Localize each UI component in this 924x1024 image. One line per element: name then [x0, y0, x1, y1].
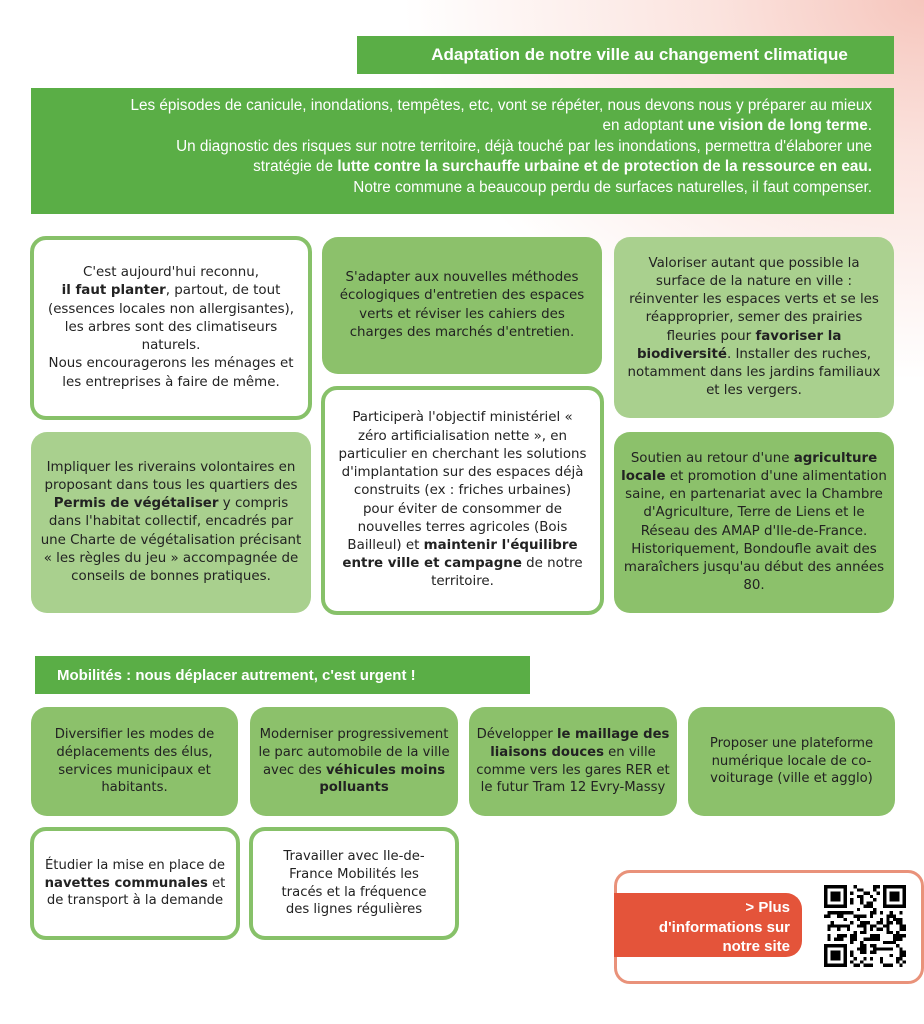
- qr-module: [867, 937, 870, 940]
- qr-module: [854, 934, 857, 937]
- qr-module: [876, 921, 879, 924]
- qr-module: [870, 928, 873, 931]
- qr-module: [870, 964, 873, 967]
- qr-module: [827, 924, 830, 927]
- intro-line-4: [51, 157, 872, 177]
- qr-module: [870, 937, 873, 940]
- qr-module: [890, 921, 893, 924]
- qr-module: [850, 954, 853, 957]
- card-text: Nous encouragerons les ménages et les entreprises à faire de même.: [48, 356, 294, 390]
- card-text: y compris dans l'habitat collectif, encadrés par une Charte de végétalisation précisant « les règles du jeu » accompagnée de conseils de bonnes pratiques.: [40, 496, 302, 584]
- qr-module: [896, 957, 899, 960]
- qr-module: [860, 895, 863, 898]
- qr-module: [899, 957, 902, 960]
- qr-module: [860, 944, 863, 947]
- qr-module: [850, 892, 853, 895]
- qr-module: [863, 957, 866, 960]
- mobility-card-idf-mobilites-text: [259, 848, 449, 918]
- qr-module: [863, 928, 866, 931]
- qr-module: [824, 915, 827, 918]
- card-bold: agriculture locale: [621, 450, 878, 484]
- qr-module: [854, 937, 857, 940]
- qr-module: [847, 911, 850, 914]
- climate-card-biodiversity: [614, 237, 894, 418]
- qr-module: [886, 915, 889, 918]
- qr-module: [844, 911, 847, 914]
- qr-module: [886, 921, 889, 924]
- qr-module: [903, 960, 906, 963]
- qr-module: [883, 941, 886, 944]
- card-text: C'est aujourd'hui reconnu,: [83, 265, 259, 281]
- mobility-card-fleet-text: [256, 726, 452, 796]
- qr-module: [899, 924, 902, 927]
- intro-line-2-end: .: [867, 117, 872, 135]
- climate-card-maintenance-text: S'adapter aux nouvelles méthodes écologiques d'entretien des espaces verts et réviser les cahiers des charges des marchés d'entretien.: [339, 270, 585, 340]
- qr-module: [850, 901, 853, 904]
- card-bold: maintenir l'équilibre entre ville et campagne: [342, 537, 578, 572]
- intro-line-4-bold: lutte contre la surchauffe urbaine et de protection de la ressource en eau.: [337, 158, 872, 176]
- qr-module: [896, 921, 899, 924]
- qr-module: [876, 937, 879, 940]
- qr-code-icon[interactable]: [824, 885, 906, 967]
- climate-intro-panel: [31, 88, 894, 214]
- qr-module: [896, 937, 899, 940]
- qr-module: [840, 937, 843, 940]
- card-text: en ville comme vers les gares RER et le futur Tram 12 Evry-Massy: [476, 744, 670, 796]
- qr-module: [827, 928, 830, 931]
- qr-module: [876, 947, 879, 950]
- qr-module: [896, 931, 899, 934]
- qr-module: [854, 885, 857, 888]
- qr-module: [899, 934, 902, 937]
- card-text: Valoriser autant que possible la surface de la nature en ville : réinventer les espaces verts et se les réapproprier, semer des prairies fleuries pour: [629, 255, 879, 344]
- qr-module: [880, 911, 883, 914]
- qr-module: [863, 964, 866, 967]
- climate-card-zero-artificialisation: [321, 386, 604, 615]
- card-bold: navettes communales: [44, 875, 208, 891]
- qr-module: [827, 915, 830, 918]
- qr-module: [850, 934, 853, 937]
- qr-module: [857, 918, 860, 921]
- mobility-card-carpooling-text: [694, 735, 889, 788]
- qr-module: [837, 934, 840, 937]
- qr-module: [857, 895, 860, 898]
- qr-module: [854, 915, 857, 918]
- more-info-link[interactable]: [614, 893, 802, 957]
- qr-module: [899, 918, 902, 921]
- qr-module: [837, 928, 840, 931]
- qr-module: [886, 931, 889, 934]
- qr-module: [870, 905, 873, 908]
- qr-module: [886, 918, 889, 921]
- climate-card-maintenance: [322, 237, 602, 374]
- qr-finder-core: [831, 892, 841, 902]
- card-text: et promotion d'une alimentation saine, en partenariat avec la Chambre d'Agriculture, Terre de Liens et le Réseau des AMAP d'Ile-de-France. Historiquement, Bondoufle avait des maraîchers jusqu'au début des années 80.: [623, 468, 887, 594]
- qr-module: [873, 944, 876, 947]
- qr-finder-core: [831, 951, 841, 961]
- qr-module: [890, 911, 893, 914]
- card-text: . Installer des ruches, notamment dans les jardins familiaux et les vergers.: [627, 346, 881, 399]
- qr-module: [844, 924, 847, 927]
- card-bold: il faut planter: [61, 283, 166, 299]
- qr-module: [893, 941, 896, 944]
- more-info-line-3: notre site: [722, 938, 790, 955]
- qr-module: [867, 921, 870, 924]
- card-text: Développer: [476, 727, 557, 743]
- qr-module: [883, 924, 886, 927]
- intro-line-1: Les épisodes de canicule, inondations, tempêtes, etc, vont se répéter, nous devons nous y préparer au mieux: [130, 97, 872, 114]
- qr-module: [870, 944, 873, 947]
- card-bold: le maillage des liaisons douces: [490, 727, 670, 760]
- qr-module: [890, 964, 893, 967]
- qr-module: [873, 934, 876, 937]
- qr-module: [890, 954, 893, 957]
- qr-module: [903, 954, 906, 957]
- qr-module: [896, 918, 899, 921]
- qr-module: [860, 931, 863, 934]
- card-text: Moderniser progressivement le parc automobile de la ville avec des: [258, 727, 450, 778]
- qr-module: [873, 924, 876, 927]
- intro-line-3: Un diagnostic des risques sur notre territoire, déjà touché par les inondations, permettra d'élaborer une: [176, 137, 872, 155]
- qr-module: [880, 960, 883, 963]
- qr-module: [867, 964, 870, 967]
- intro-line-2: [51, 116, 872, 136]
- qr-module: [886, 924, 889, 927]
- mobility-card-shuttles: [30, 827, 240, 940]
- qr-module: [831, 921, 834, 924]
- card-bold: véhicules moins polluants: [319, 762, 446, 796]
- climate-card-greening-permits: [31, 432, 311, 613]
- qr-module: [840, 915, 843, 918]
- qr-module: [890, 931, 893, 934]
- climate-card-local-agriculture: [614, 432, 894, 613]
- qr-module: [870, 951, 873, 954]
- qr-module: [870, 911, 873, 914]
- qr-module: [903, 924, 906, 927]
- qr-module: [886, 964, 889, 967]
- qr-module: [857, 924, 860, 927]
- climate-card-biodiversity-text: [620, 255, 888, 401]
- qr-module: [870, 901, 873, 904]
- mobility-card-fleet: [250, 707, 458, 816]
- qr-module: [860, 924, 863, 927]
- qr-module: [850, 960, 853, 963]
- qr-module: [854, 964, 857, 967]
- card-text: Diversifier les modes de déplacements des élus, services municipaux et habitants.: [54, 727, 215, 796]
- qr-module: [860, 898, 863, 901]
- qr-module: [847, 928, 850, 931]
- climate-card-planting: [30, 236, 312, 420]
- section-title-climate: [357, 36, 894, 74]
- qr-module: [837, 937, 840, 940]
- qr-module: [863, 937, 866, 940]
- qr-module: [876, 892, 879, 895]
- qr-module: [870, 957, 873, 960]
- card-bold: favoriser la biodiversité: [636, 328, 842, 362]
- qr-module: [886, 928, 889, 931]
- climate-card-local-agriculture-text: [620, 450, 888, 596]
- qr-module: [863, 947, 866, 950]
- qr-module: [827, 934, 830, 937]
- qr-module: [899, 928, 902, 931]
- qr-module: [863, 931, 866, 934]
- qr-module: [870, 895, 873, 898]
- intro-line-4-text: stratégie de: [253, 158, 338, 176]
- mobility-card-diversify-text: [37, 726, 232, 796]
- qr-finder-core: [890, 892, 900, 902]
- card-text: Participerà l'objectif ministériel « zéro artificialisation nette », en particulier en cherchant les solutions d'implantation sur des espaces déjà construits (ex : friches urbaines) pour éviter de consommer de nouvelles terres agricoles (Bois Bailleul) et: [338, 410, 587, 553]
- climate-card-planting-text: [40, 264, 302, 391]
- section-title-mobility: [35, 656, 530, 694]
- qr-module: [827, 911, 830, 914]
- qr-module: [857, 915, 860, 918]
- card-text: , partout, de tout (essences locales non allergisantes), les arbres sont des climatiseurs naturels.: [47, 283, 295, 354]
- qr-module: [899, 951, 902, 954]
- qr-module: [903, 951, 906, 954]
- more-info-line-1: > Plus: [745, 899, 790, 916]
- qr-module: [840, 934, 843, 937]
- qr-module: [860, 951, 863, 954]
- card-text: de notre territoire.: [431, 556, 583, 590]
- qr-module: [863, 892, 866, 895]
- qr-module: [890, 941, 893, 944]
- card-text: Proposer une plateforme numérique locale de co-voiturage (ville et agglo): [709, 736, 874, 787]
- qr-module: [857, 964, 860, 967]
- qr-module: [850, 898, 853, 901]
- qr-module: [890, 915, 893, 918]
- qr-module: [840, 924, 843, 927]
- qr-module: [899, 947, 902, 950]
- qr-module: [850, 941, 853, 944]
- mobility-card-shuttles-text: [40, 857, 230, 910]
- qr-module: [837, 911, 840, 914]
- qr-module: [857, 908, 860, 911]
- qr-module: [870, 924, 873, 927]
- qr-module: [880, 957, 883, 960]
- card-bold: Permis de végétaliser: [53, 496, 219, 512]
- qr-module: [903, 928, 906, 931]
- qr-module: [850, 911, 853, 914]
- qr-module: [837, 924, 840, 927]
- qr-module: [837, 915, 840, 918]
- intro-line-2-bold: une vision de long terme: [687, 117, 868, 135]
- qr-module: [876, 934, 879, 937]
- qr-module: [873, 908, 876, 911]
- qr-module: [857, 888, 860, 891]
- mobility-card-soft-links-text: [475, 726, 671, 796]
- climate-card-greening-permits-text: [37, 459, 305, 586]
- qr-module: [863, 905, 866, 908]
- qr-module: [903, 934, 906, 937]
- qr-module: [880, 947, 883, 950]
- qr-module: [863, 951, 866, 954]
- qr-module: [899, 964, 902, 967]
- qr-module: [876, 885, 879, 888]
- qr-module: [863, 924, 866, 927]
- intro-line-5: Notre commune a beaucoup perdu de surfaces naturelles, il faut compenser.: [353, 178, 872, 196]
- qr-module: [834, 937, 837, 940]
- qr-module: [893, 934, 896, 937]
- qr-module: [899, 954, 902, 957]
- qr-module: [827, 937, 830, 940]
- qr-module: [860, 941, 863, 944]
- qr-module: [857, 947, 860, 950]
- qr-module: [840, 911, 843, 914]
- card-text: Soutien au retour d'une: [630, 450, 794, 466]
- qr-module: [867, 892, 870, 895]
- qr-module: [870, 934, 873, 937]
- qr-code-graphic: [824, 885, 906, 967]
- qr-module: [893, 918, 896, 921]
- qr-module: [867, 901, 870, 904]
- intro-line-2-text: en adoptant: [602, 117, 688, 135]
- qr-module: [870, 915, 873, 918]
- qr-module: [896, 944, 899, 947]
- section-title-climate-text: Adaptation de notre ville au changement climatique: [431, 45, 848, 64]
- qr-module: [860, 947, 863, 950]
- qr-module: [860, 888, 863, 891]
- qr-module: [873, 937, 876, 940]
- qr-module: [831, 911, 834, 914]
- qr-module: [850, 921, 853, 924]
- qr-module: [873, 947, 876, 950]
- qr-module: [860, 901, 863, 904]
- climate-card-zero-artificialisation-text: [331, 409, 594, 591]
- qr-module: [899, 937, 902, 940]
- section-title-mobility-text: Mobilités : nous déplacer autrement, c'est urgent !: [57, 666, 416, 684]
- qr-module: [880, 921, 883, 924]
- qr-module: [880, 928, 883, 931]
- qr-module: [886, 947, 889, 950]
- qr-module: [863, 915, 866, 918]
- qr-module: [831, 924, 834, 927]
- qr-module: [834, 924, 837, 927]
- qr-module: [893, 937, 896, 940]
- qr-module: [844, 918, 847, 921]
- qr-module: [890, 947, 893, 950]
- mobility-card-idf-mobilites: [249, 827, 459, 940]
- qr-module: [854, 957, 857, 960]
- qr-module: [860, 915, 863, 918]
- qr-module: [844, 934, 847, 937]
- qr-module: [867, 905, 870, 908]
- more-info-line-2: d'informations sur: [658, 918, 790, 936]
- qr-module: [896, 934, 899, 937]
- qr-module: [850, 937, 853, 940]
- card-text: Étudier la mise en place de: [44, 858, 226, 874]
- qr-module: [876, 928, 879, 931]
- qr-module: [899, 921, 902, 924]
- qr-module: [873, 911, 876, 914]
- mobility-card-carpooling: [688, 707, 895, 816]
- qr-module: [873, 885, 876, 888]
- qr-module: [860, 921, 863, 924]
- qr-module: [847, 924, 850, 927]
- qr-module: [896, 960, 899, 963]
- qr-module: [873, 888, 876, 891]
- qr-module: [880, 918, 883, 921]
- qr-module: [850, 951, 853, 954]
- qr-module: [863, 921, 866, 924]
- card-text: Impliquer les riverains volontaires en proposant dans tous les quartiers des: [44, 459, 298, 493]
- qr-module: [863, 944, 866, 947]
- qr-module: [873, 898, 876, 901]
- card-text: Travailler avec Ile-de-France Mobilités les tracés et la fréquence des lignes régulières: [281, 849, 427, 918]
- card-text: et de transport à la demande: [46, 875, 226, 909]
- qr-module: [834, 911, 837, 914]
- qr-module: [854, 931, 857, 934]
- qr-module: [860, 960, 863, 963]
- qr-module: [899, 911, 902, 914]
- qr-module: [886, 941, 889, 944]
- mobility-card-soft-links: [469, 707, 677, 816]
- qr-module: [883, 964, 886, 967]
- qr-module: [883, 947, 886, 950]
- mobility-card-diversify: [31, 707, 238, 816]
- qr-module: [873, 951, 876, 954]
- qr-module: [893, 915, 896, 918]
